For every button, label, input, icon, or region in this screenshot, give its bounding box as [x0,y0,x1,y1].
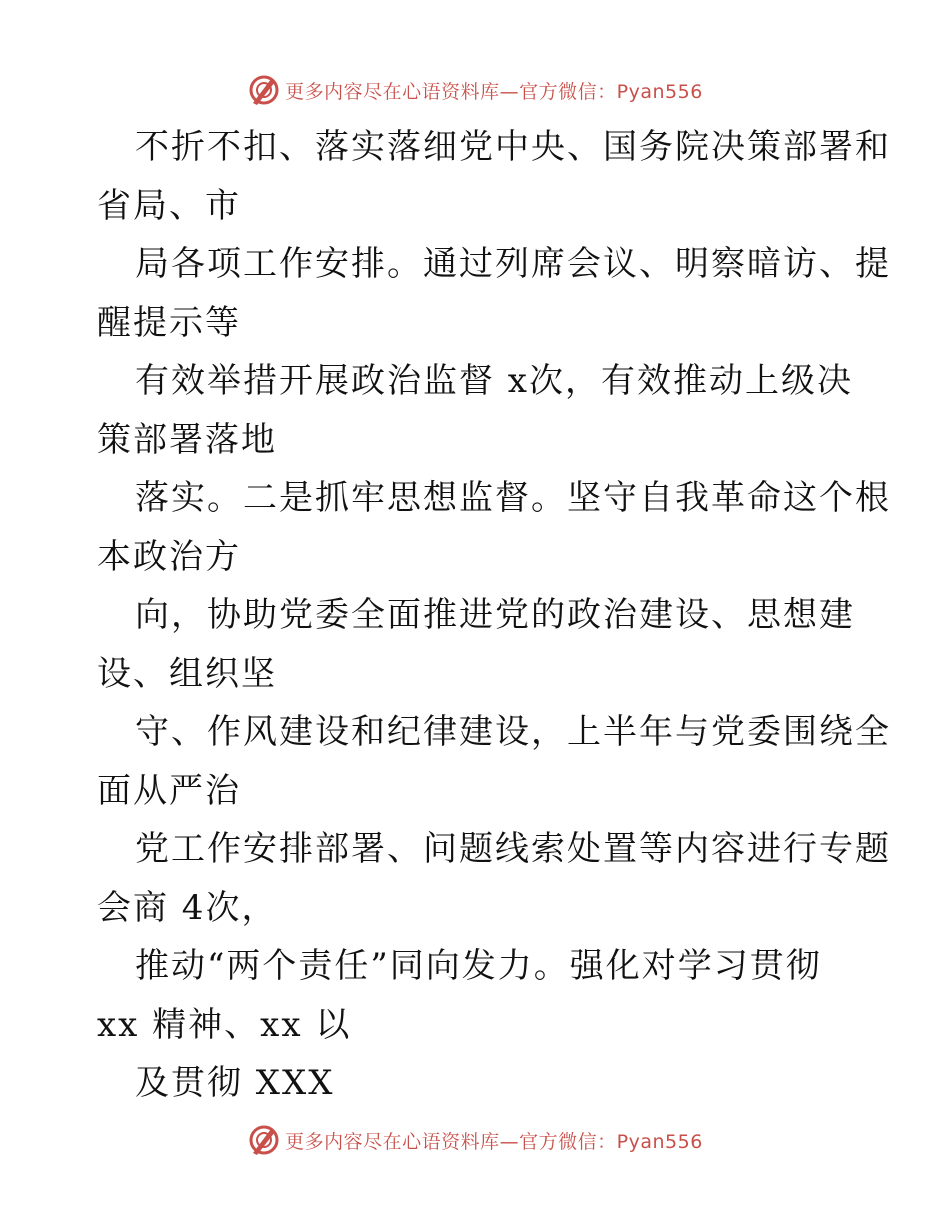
footer-watermark-text: 更多内容尽在心语资料库—官方微信：Pyan556 [285,1130,703,1153]
body-line: 局各项工作安排。通过列席会议、明察暗访、提 [135,244,891,284]
body-line: 落实。二是抓牢思想监督。坚守自我革命这个根 [135,478,891,518]
body-line: 策部署落地 [97,419,277,460]
header-watermark-text: 更多内容尽在心语资料库—官方微信：Pyan556 [285,80,703,103]
pen-logo-icon [247,73,281,107]
body-line: 设、组织坚 [97,653,277,694]
body-line: 面从严治 [97,770,241,811]
header-watermark [0,70,950,110]
body-line: 及贯彻 XXX [135,1063,335,1103]
body-line: 党工作安排部署、问题线索处置等内容进行专题 [135,829,891,869]
body-line: 省局、市 [97,185,241,226]
body-line: 醒提示等 [97,302,241,343]
body-line: 有效举措开展政治监督 x次，有效推动上级决 [135,361,853,401]
footer-watermark [0,1120,950,1160]
body-line: xx 精神、xx 以 [97,1004,352,1045]
document-body [97,118,891,1113]
body-line: 向，协助党委全面推进党的政治建设、思想建 [135,595,855,635]
body-line: 守、作风建设和纪律建设，上半年与党委围绕全 [135,712,891,752]
pen-logo-icon [247,1123,281,1157]
body-line: 会商 4次， [97,887,278,928]
body-line: 本政治方 [97,536,241,577]
body-line: 不折不扣、落实落细党中央、国务院决策部署和 [135,127,891,167]
body-line: 推动“两个责任”同向发力。强化对学习贯彻 [135,946,822,986]
